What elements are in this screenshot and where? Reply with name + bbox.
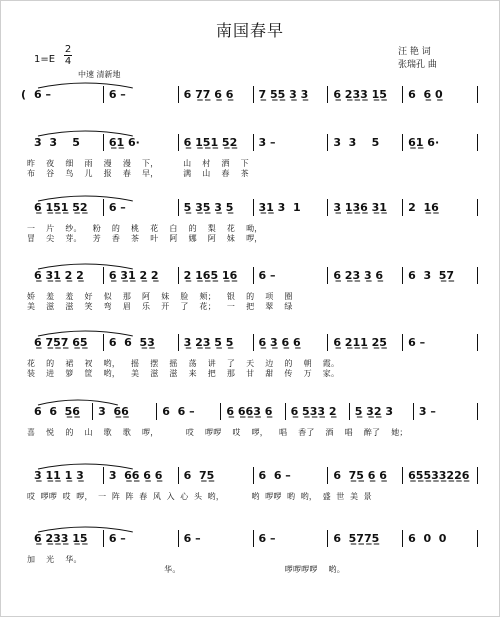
barline [285,403,286,420]
lyric-line-1: 娇 羞 羞 好 似 那 阿 妹 脸 颊； 银 的 项 圈 [27,292,293,301]
barline [103,267,104,284]
measure-notes: 6̲ 1̲5̲1̲ 5̲2̲ [183,136,238,149]
measure-notes: 6 – [408,336,426,349]
measure-notes: 3 6̲6̲ [98,405,129,418]
barline [327,134,328,151]
barline [477,467,478,484]
measure-notes: 3̲ 1̲1̲ 1̲ 3̲ [34,469,84,482]
meter-top: 2 [64,44,72,55]
measure-notes: 6 5̲7̲7̲5̲ [333,532,380,545]
barline [103,86,104,103]
lyric-line-1: 哎 啰啰 哎 啰， 一 阵 阵 春 风 入 心 头 哟， 哟 啰啰 哟 哟， 盛 世 美 景 [27,492,372,501]
measure-notes: 6 – [108,88,126,101]
barline [477,334,478,351]
lyric-line-2: 美 滋 滋 笑 弯 眉 乐 开 了 花； 一 把 翠 绿 [27,302,293,311]
barline [349,403,350,420]
measure-notes: 6 7̲7̲ 6̲ 6̲ [183,88,234,101]
barline [103,134,104,151]
measure-notes: 3̲1̲ 3 1 [258,201,301,214]
time-signature [64,44,72,67]
lyric-line-2: 华。 啰啰啰啰 哟。 [27,565,345,574]
measure-notes: 6 – [108,532,126,545]
lyric-line-2: 布 谷 鸟 儿 报 春 早， 满 山 春 茶 [27,169,249,178]
barline [103,199,104,216]
measure-notes: 6̲1̲ 6· [108,136,140,149]
barline [253,530,254,547]
barline [413,403,414,420]
lyric-line-2: 冒 尖 芽。 芳 香 茶 叶 阿 娜 阿 妹 啰， [27,234,263,243]
measure-notes: 6̲ 2̲3̲3̲ 1̲5̲ [333,88,387,101]
barline [253,199,254,216]
barline [327,199,328,216]
barline [178,267,179,284]
measure-notes: 6 0 0 [408,532,447,545]
measure-notes: 5̲ 3̲2̲ 3 [354,405,393,418]
barline [477,199,478,216]
measure-notes: 6̲ 3̲1̲ 2̲ 2̲ [34,269,84,282]
measure-notes: 6̲1̲ 6· [408,136,440,149]
measure-notes: 2 1̲6̲ [408,201,439,214]
barline [220,403,221,420]
barline [253,134,254,151]
score-row [1,405,500,465]
score-row [1,336,500,396]
measure-notes: 2̲ 1̲6̲5̲ 1̲6̲ [183,269,238,282]
barline [402,86,403,103]
measure-notes: 3 3 5 [333,136,380,149]
barline [477,267,478,284]
measure-notes: 6̲ 2̲3̲ 3̲ 6̲ [333,269,384,282]
measure-notes: 7̲ 5̲5̲ 3̲ 3̲ [258,88,309,101]
barline [477,530,478,547]
barline [477,403,478,420]
measure-notes: 6̲ 1̲5̲1̲ 5̲2̲ [34,201,88,214]
barline [477,86,478,103]
barline [477,134,478,151]
barline [178,467,179,484]
measure-notes: 3 – [418,405,436,418]
lyric-line-1: 加 光 华。 [27,555,82,564]
barline [253,267,254,284]
score-row [1,136,500,196]
measure-notes: 6̲ 2̲3̲3̲ 1̲5̲ [34,532,88,545]
barline [178,86,179,103]
barline [103,530,104,547]
measure-notes: 6̲ 7̲5̲7̲ 6̲5̲ [34,336,88,349]
barline [253,86,254,103]
barline [402,334,403,351]
measure-notes: 6̲ 3̲ 6̲ 6̲ [258,336,301,349]
measure-notes: 6 – [108,201,126,214]
barline [178,530,179,547]
measure-notes: 6̲ 2̲1̲1̲ 2̲5̲ [333,336,387,349]
lyric-line-1: 喜 悦 的 山 歌 歌 啰， 哎 啰啰 哎 啰， 唱 香了 酒 唱 醉了 她； [27,428,408,437]
barline [253,467,254,484]
lyric-line-1: 昨 夜 细 雨 漫 漫 下， 山 村 洒 下 [27,159,249,168]
measure-notes: 6 7̲5̲ [183,469,215,482]
tempo-marking: 中速 清新地 [78,70,121,79]
measure-notes: 6 7̲5̲ 6̲ 6̲ [333,469,387,482]
song-title: 南国春早 [215,21,284,40]
measure-notes: 6 – [34,88,51,101]
barline [327,267,328,284]
barline [402,134,403,151]
composer-credit: 张瑞孔 曲 [398,60,437,70]
barline [103,467,104,484]
score-row [1,201,500,261]
measure-notes: 6 6 5̲3̲ [108,336,155,349]
measure-notes: 6 – [258,532,276,545]
measure-notes: 6̲ 5̲3̲3̲ 2̲ [290,405,337,418]
barline [327,334,328,351]
barline [402,467,403,484]
measure-notes: 3 – [258,136,276,149]
measure-notes: 6̲ 3̲1̲ 2̲ 2̲ [108,269,159,282]
paren-open: ( [21,88,27,101]
credits [398,46,437,72]
measure-notes: 6 – [183,532,201,545]
score-row [1,469,500,529]
measure-notes: 6̲ 6̲6̲3̲ 6̲ [226,405,273,418]
measure-notes: 6 6 – [258,469,291,482]
meter-bottom: 4 [64,56,72,67]
barline [178,334,179,351]
lyric-line-2: 装 进 箩 筐 哟， 美 滋 滋 来 把 那 甘 甜 传 万 家。 [27,369,340,378]
lyricist-credit: 汪 艳 词 [398,47,431,57]
barline [156,403,157,420]
barline [327,86,328,103]
measure-notes: 6 3 5̲7̲ [408,269,455,282]
barline [253,334,254,351]
barline [402,199,403,216]
barline [327,530,328,547]
measure-notes: 6 6̲ 0̲ [408,88,443,101]
measure-notes: 3̲ 1̲3̲6̲ 3̲1̲ [333,201,387,214]
barline [92,403,93,420]
barline [402,267,403,284]
measure-notes: 6̲5̲5̲3̲3̲2̲2̲6̲ [408,469,470,482]
barline [178,134,179,151]
score-row [1,532,500,592]
lyric-line-1: 一 片 纱。 粉 的 桃 花 白 的 梨 花 呦， [27,224,263,233]
barline [402,530,403,547]
measure-notes: 3 3 5 [34,136,80,149]
measure-notes: 6 – [258,269,276,282]
barline [327,467,328,484]
key-signature: 1=E [34,54,56,65]
measure-notes: 3 6̲6̲ 6̲ 6̲ [108,469,163,482]
measure-notes: 3̲ 2̲3̲ 5̲ 5̲ [183,336,234,349]
measure-notes: 6 6 5̲6̲ [34,405,80,418]
score-row [1,269,500,329]
measure-notes: 6 6 – [162,405,195,418]
lyric-line-1: 花 的 裙 衩 哟， 摇 摆 摇 荡 讲 了 天 边 的 朝 霞。 [27,359,340,368]
measure-notes: 5̲ 3̲5̲ 3̲ 5̲ [183,201,234,214]
barline [103,334,104,351]
barline [178,199,179,216]
